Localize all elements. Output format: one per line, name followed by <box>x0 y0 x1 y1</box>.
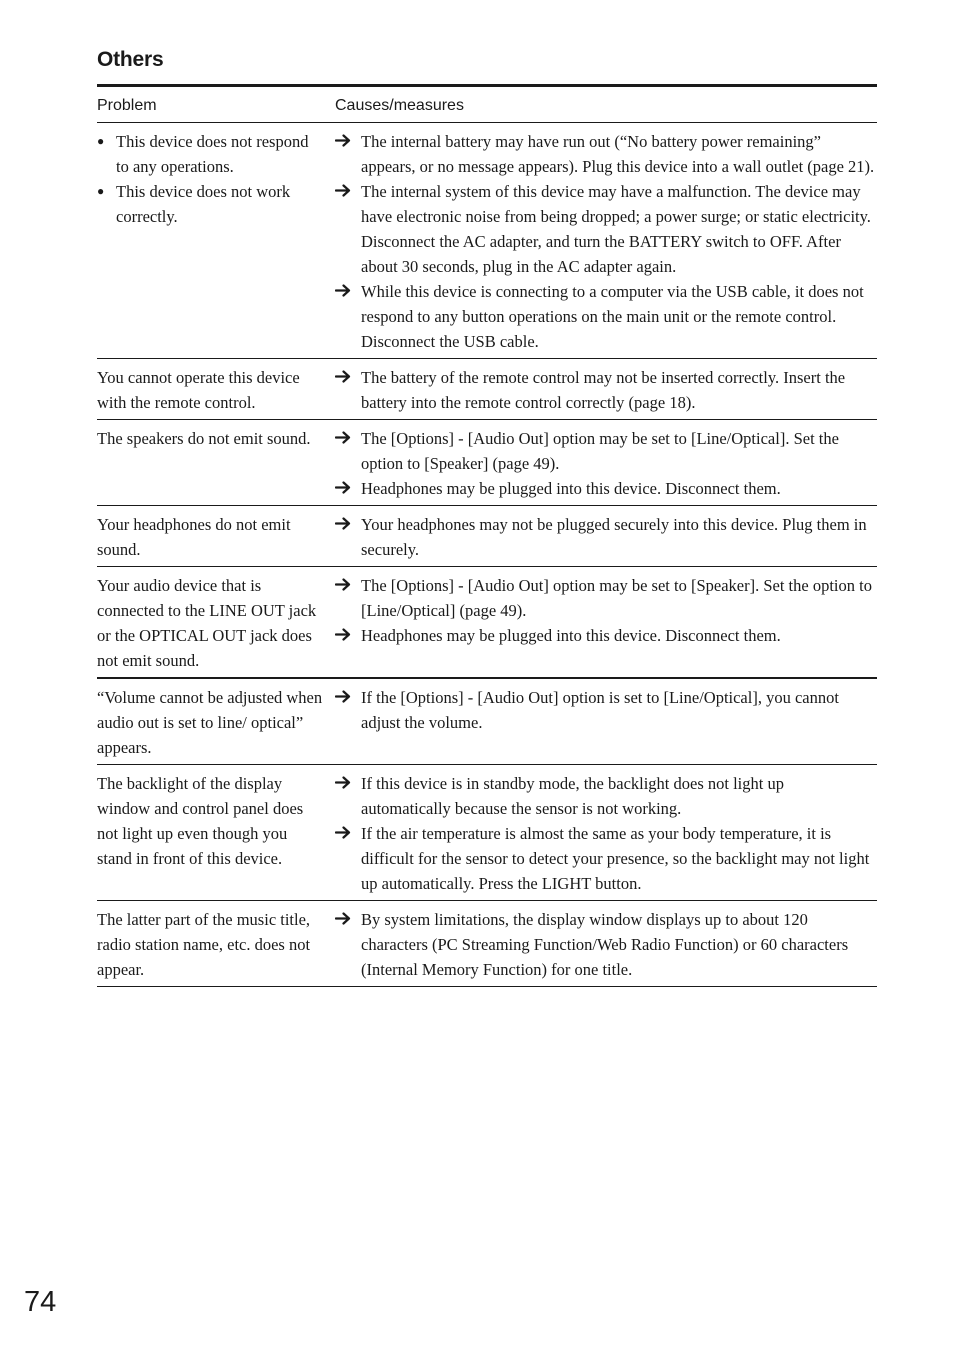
table-row <box>97 765 877 901</box>
measure-item <box>335 512 877 562</box>
section-title: Others <box>97 48 164 71</box>
measure-text: Headphones may be plugged into this device. Disconnect them. <box>361 626 781 645</box>
measure-item <box>335 771 877 821</box>
table-header-row <box>97 86 877 123</box>
right-arrow-icon <box>335 626 352 643</box>
causes-cell <box>335 506 877 567</box>
right-arrow-icon <box>335 479 352 496</box>
measure-text: If the [Options] - [Audio Out] option is set to [Line/Optical], you cannot adjust the volume. <box>361 688 839 732</box>
table-row <box>97 678 877 765</box>
measure-item <box>335 129 877 179</box>
measures-list <box>335 426 877 501</box>
measure-text: The internal system of this device may have a malfunction. The device may have electronic noise from being dropped; a power surge; or static electricity. Disconnect the AC adapter, and turn the BATTERY switch to OFF. After about 30 seconds, plug in the AC adapter again. <box>361 182 871 276</box>
measure-item <box>335 573 877 623</box>
measure-item <box>335 821 877 896</box>
measure-text: The [Options] - [Audio Out] option may be set to [Line/Optical]. Set the option to [Speaker] (page 49). <box>361 429 839 473</box>
measure-item <box>335 685 877 735</box>
table-row <box>97 420 877 506</box>
problem-text: This device does not respond to any operations. <box>116 132 309 176</box>
bullet-icon: ● <box>97 184 105 198</box>
causes-cell <box>335 420 877 506</box>
causes-cell <box>335 359 877 420</box>
right-arrow-icon <box>335 368 352 385</box>
measure-text: Your headphones may not be plugged securely into this device. Plug them in securely. <box>361 515 867 559</box>
right-arrow-icon <box>335 182 352 199</box>
problem-cell: You cannot operate this device with the remote control. <box>97 359 335 420</box>
table-row <box>97 123 877 359</box>
bullet-icon: ● <box>97 134 105 148</box>
problem-column-header: Problem <box>97 86 335 123</box>
right-arrow-icon <box>335 910 352 927</box>
measure-item <box>335 907 877 982</box>
table-row <box>97 359 877 420</box>
right-arrow-icon <box>335 515 352 532</box>
measure-text: The battery of the remote control may not be inserted correctly. Insert the battery into the remote control correctly (page 18). <box>361 368 846 412</box>
measures-list <box>335 771 877 896</box>
table-row <box>97 506 877 567</box>
measures-list <box>335 365 877 415</box>
problem-cell: The latter part of the music title, radio station name, etc. does not appear. <box>97 901 335 987</box>
causes-column-header: Causes/measures <box>335 86 877 123</box>
measures-list <box>335 512 877 562</box>
problem-cell: The backlight of the display window and control panel does not light up even though you stand in front of this device. <box>97 765 335 901</box>
causes-cell <box>335 765 877 901</box>
right-arrow-icon <box>335 282 352 299</box>
table-row <box>97 901 877 987</box>
problem-list-item <box>97 179 325 229</box>
measure-item <box>335 476 877 501</box>
measure-text: Headphones may be plugged into this device. Disconnect them. <box>361 479 781 498</box>
right-arrow-icon <box>335 429 352 446</box>
problem-list <box>97 129 325 229</box>
table-row <box>97 567 877 679</box>
problem-cell: The speakers do not emit sound. <box>97 420 335 506</box>
right-arrow-icon <box>335 824 352 841</box>
measure-text: The [Options] - [Audio Out] option may be set to [Speaker]. Set the option to [Line/Optical] (page 49). <box>361 576 872 620</box>
problem-cell: Your headphones do not emit sound. <box>97 506 335 567</box>
causes-cell <box>335 678 877 765</box>
measure-text: If this device is in standby mode, the backlight does not light up automatically because the sensor is not working. <box>361 774 784 818</box>
problem-cell: Your audio device that is connected to the LINE OUT jack or the OPTICAL OUT jack does not emit sound. <box>97 567 335 679</box>
measure-text: If the air temperature is almost the same as your body temperature, it is difficult for the sensor to detect your presence, so the backlight may not light up automatically. Press the LIGHT button. <box>361 824 870 893</box>
measure-item <box>335 426 877 476</box>
measure-item <box>335 279 877 354</box>
measures-list <box>335 573 877 648</box>
measure-text: While this device is connecting to a computer via the USB cable, it does not respond to any button operations on the main unit or the remote control. Disconnect the USB cable. <box>361 282 864 351</box>
measure-item <box>335 623 877 648</box>
problem-text: This device does not work correctly. <box>116 182 291 226</box>
measures-list <box>335 685 877 735</box>
troubleshooting-table <box>97 84 877 987</box>
right-arrow-icon <box>335 576 352 593</box>
measure-text: The internal battery may have run out (“No battery power remaining” appears, or no message appears). Plug this device into a wall outlet (page 21). <box>361 132 875 176</box>
measures-list <box>335 907 877 982</box>
right-arrow-icon <box>335 132 352 149</box>
problem-cell: “Volume cannot be adjusted when audio out is set to line/ optical” appears. <box>97 678 335 765</box>
causes-cell <box>335 901 877 987</box>
measure-text: By system limitations, the display window displays up to about 120 characters (PC Streaming Function/Web Radio Function) or 60 characters (Internal Memory Function) for one title. <box>361 910 849 979</box>
troubleshooting-table-wrap <box>97 84 877 987</box>
problem-list-item <box>97 129 325 179</box>
causes-cell <box>335 123 877 359</box>
measure-item <box>335 365 877 415</box>
causes-cell <box>335 567 877 679</box>
measures-list <box>335 129 877 354</box>
measure-item <box>335 179 877 279</box>
page-number: 74 <box>24 1286 57 1318</box>
problem-cell <box>97 123 335 359</box>
right-arrow-icon <box>335 688 352 705</box>
right-arrow-icon <box>335 774 352 791</box>
